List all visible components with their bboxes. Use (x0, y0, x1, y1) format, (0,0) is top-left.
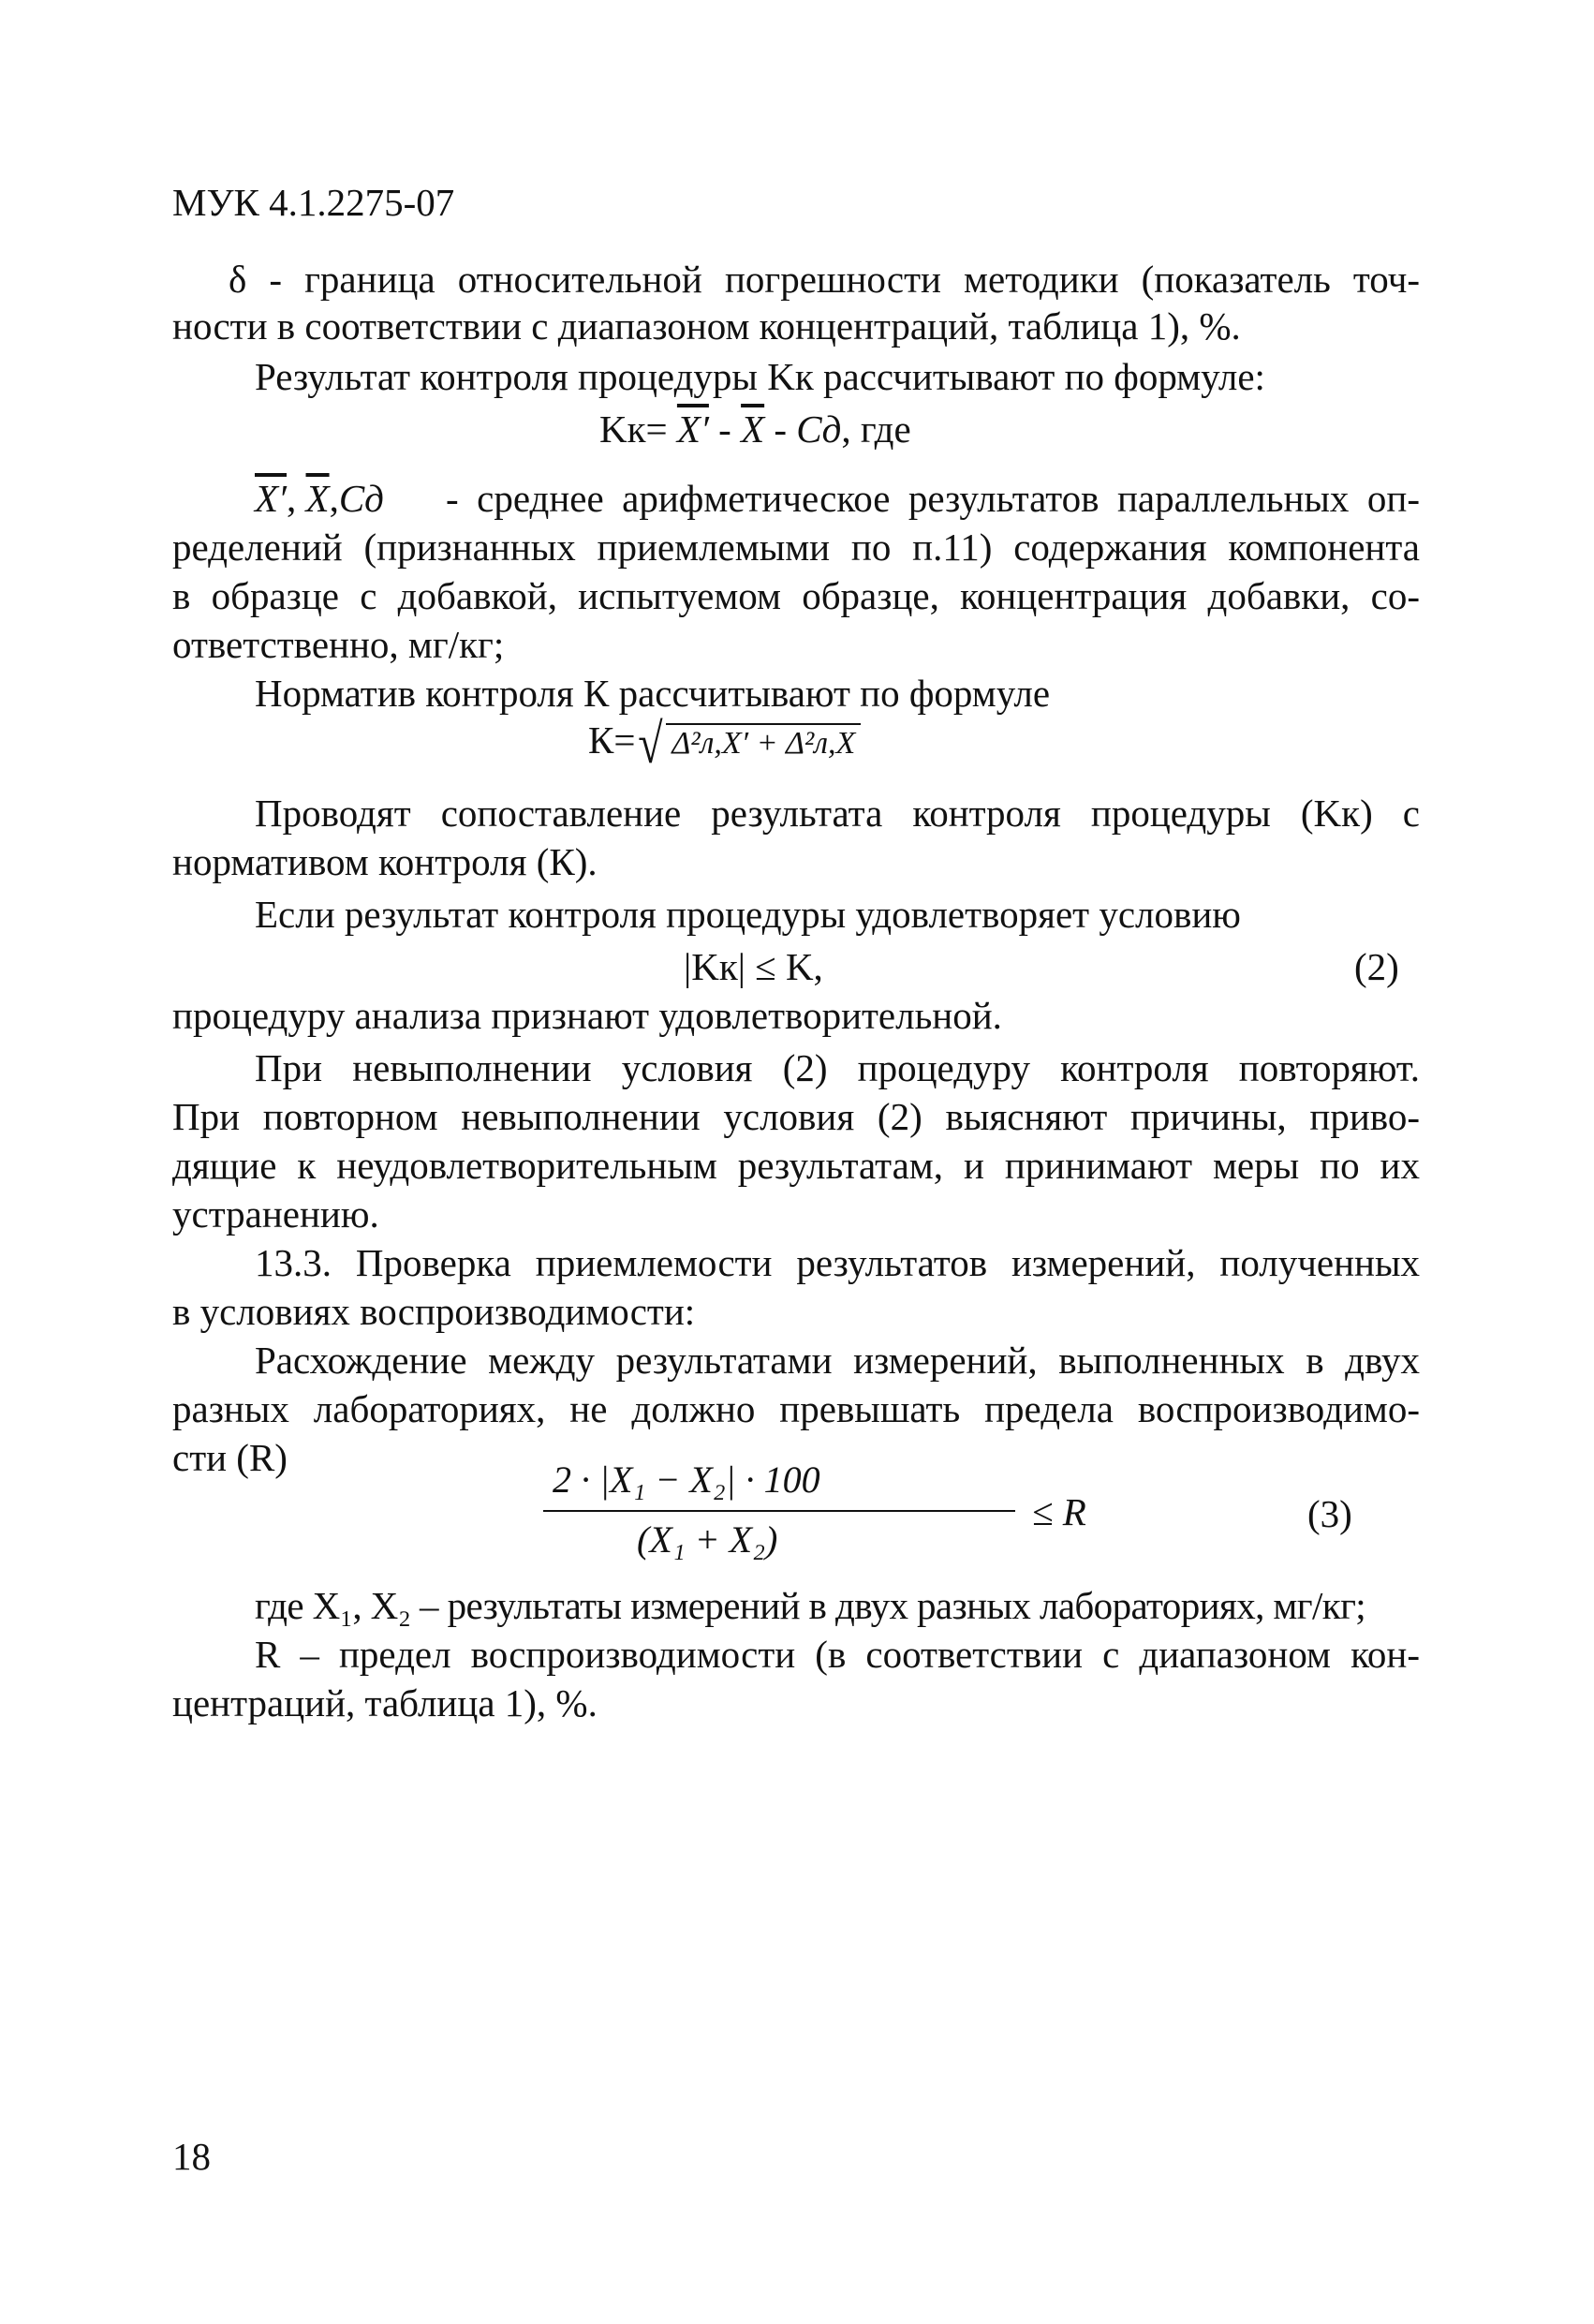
fraction-denominator: (X₁ + X₂) (637, 1518, 778, 1561)
page-number: 18 (172, 2135, 211, 2178)
fraction-numerator: 2 · |X₁ − X₂| · 100 (553, 1458, 820, 1501)
formula-kk-minus: - (774, 407, 788, 451)
formula-kk-term-cd: Cд (796, 407, 842, 451)
text-line: ответственно, мг/кг; (172, 623, 505, 666)
equation-number: (3) (1307, 1492, 1352, 1535)
formula-kk-lhs: Kк= (599, 407, 668, 451)
formula-reproducibility (543, 1458, 1068, 1579)
fraction-bar (543, 1510, 1015, 1512)
sqrt-sign: √ (638, 713, 664, 775)
sqrt-expression (635, 713, 861, 775)
formula-rhs: ≤ R (1032, 1490, 1086, 1533)
text-line: Результат контроля процедуры Kк рассчитывают по формуле: (255, 355, 1265, 398)
text-line: Если результат контроля процедуры удовлетворяет условию (255, 893, 1241, 936)
var-cd: Cд (338, 477, 384, 520)
var-x-prime: X′ (255, 477, 288, 520)
text-line: При невыполнении условия (2) процедуру контроля повторяют. (255, 1046, 1420, 1089)
formula-k-lhs: К= (588, 718, 636, 762)
text-line: Расхождение между результатами измерений, выполненных в двух (255, 1339, 1420, 1382)
text-line: в образце с добавкой, испытуемом образце, концентрация добавки, со- (172, 574, 1420, 617)
text-line: где X₁, X₂ – результаты измерений в двух разных лабораториях, мг/кг; (255, 1584, 1366, 1627)
text-line: нормативом контроля (К). (172, 840, 598, 883)
text-line: δ - граница относительной погрешности методики (показатель точ- (229, 258, 1420, 301)
text-line: ределений (признанных приемлемыми по п.11) содержания компонента (172, 525, 1420, 569)
text-line: При повторном невыполнении условия (2) выясняют причины, приво- (172, 1095, 1420, 1138)
text-line: разных лабораториях, не должно превышать предела воспроизводимо- (172, 1387, 1420, 1430)
var-x: $\overline{X}$ (305, 477, 330, 520)
equation-number: (2) (1354, 945, 1399, 988)
text-line: дящие к неудовлетворительным результатам, и принимают меры по их (172, 1144, 1420, 1187)
formula-kk-term-x-prime: X′ (676, 407, 709, 451)
text-line: сти (R) (172, 1436, 288, 1479)
formula-k-norm (588, 713, 861, 775)
text-line: процедуру анализа признают удовлетворительной. (172, 994, 1002, 1037)
formula-kk-tail: , где (841, 407, 911, 451)
formula-kk (599, 405, 911, 453)
condition-formula: |Kк| ≤ K, (684, 945, 823, 988)
formula-kk-term-x: $\overline{X}$ (741, 407, 765, 451)
text-line: в условиях воспроизводимости: (172, 1290, 696, 1333)
sqrt-body: Δ²л,X′ + Δ²л,X (666, 723, 861, 762)
formula-variables: X′, $\overline{X},Cд$ (255, 477, 384, 520)
text-line: R – предел воспроизводимости (в соответствии с диапазоном кон- (255, 1633, 1420, 1676)
document-id-header: МУК 4.1.2275-07 (172, 181, 455, 224)
text-line: устранению. (172, 1192, 379, 1236)
formula-kk-minus: - (718, 407, 731, 451)
text-line: ности в соответствии с диапазоном концентраций, таблица 1), %. (172, 304, 1241, 348)
text-line: центраций, таблица 1), %. (172, 1681, 598, 1724)
text-line: Норматив контроля К рассчитывают по формуле (255, 672, 1051, 715)
text-line: Проводят сопоставление результата контроля процедуры (Kк) с (255, 792, 1420, 835)
text-line: - среднее арифметическое результатов параллельных оп- (446, 477, 1420, 520)
text-line: 13.3. Проверка приемлемости результатов измерений, полученных (255, 1241, 1420, 1284)
